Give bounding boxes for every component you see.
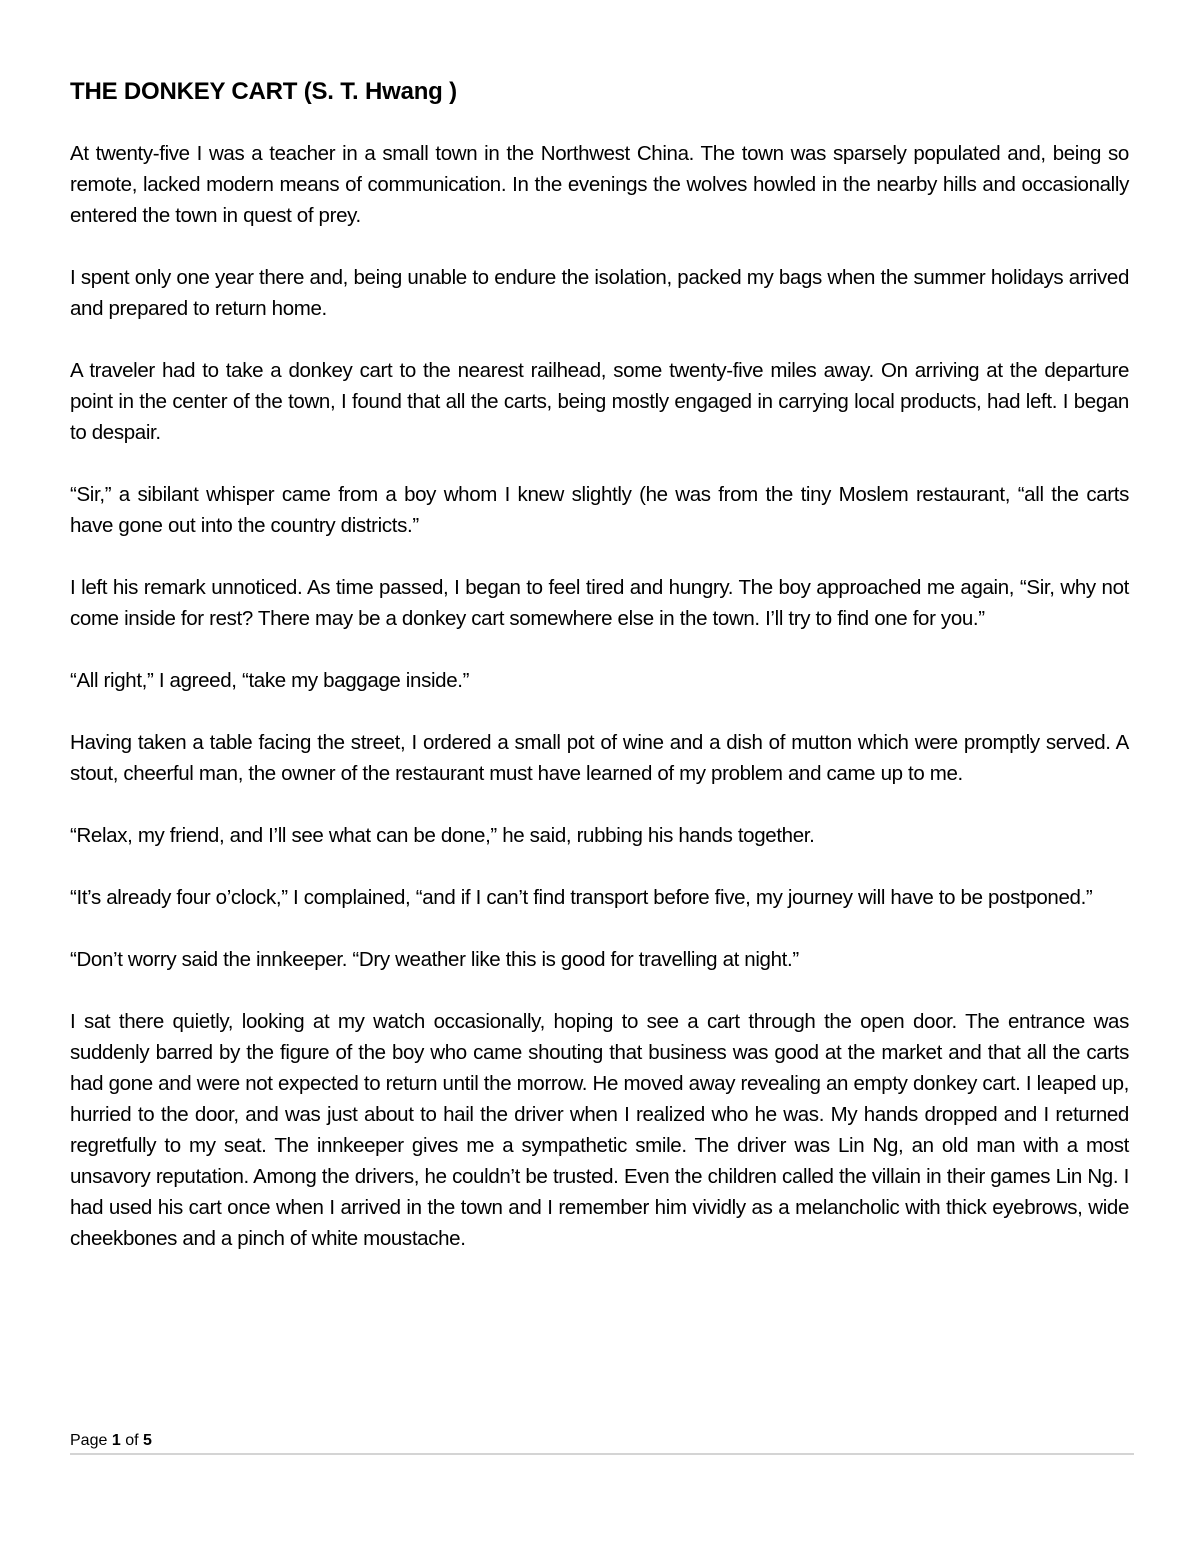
paragraph: I left his remark unnoticed. As time passed, I began to feel tired and hungry. The boy approached me again, “Sir, why not come inside for rest? There may be a donkey cart somewhere else in the town. I’ll try to find one for you.” <box>70 576 1129 630</box>
page-total: 5 <box>142 1432 152 1449</box>
paragraph: “It’s already four o’clock,” I complained, “and if I can’t find transport before five, my journey will have to be postponed.” <box>70 886 1093 909</box>
document-page <box>70 76 1129 1254</box>
paragraph: “Relax, my friend, and I’ll see what can be done,” he said, rubbing his hands together. <box>70 824 815 847</box>
footer-divider <box>70 1453 1134 1455</box>
paragraph: At twenty-five I was a teacher in a small town in the Northwest China. The town was sparsely populated and, being so remote, lacked modern means of communication. In the evenings the wolves howled in the nearby hills and occasionally entered the town in quest of prey. <box>70 142 1129 227</box>
page-footer <box>70 1431 1134 1455</box>
paragraph: I sat there quietly, looking at my watch occasionally, hoping to see a cart through the open door. The entrance was suddenly barred by the figure of the boy who came shouting that business was good at the market and that all the carts had gone and were not expected to return until the morrow. He moved away revealing an empty donkey cart. I leaped up, hurried to the door, and was just about to hail the driver when I realized who he was. My hands dropped and I returned regretfully to my seat. The innkeeper gives me a sympathetic smile. The driver was Lin Ng, an old man with a most unsavory reputation. Among the drivers, he couldn’t be trusted. Even the children called the villain in their games Lin Ng. I had used his cart once when I arrived in the town and I remember him vividly as a melancholic with thick eyebrows, wide cheekbones and a pinch of white moustache. <box>70 1010 1129 1250</box>
paragraph: Having taken a table facing the street, I ordered a small pot of wine and a dish of mutton which were promptly served. A stout, cheerful man, the owner of the restaurant must have learned of my problem and came up to me. <box>70 731 1129 785</box>
paragraph: “All right,” I agreed, “take my baggage inside.” <box>70 669 470 692</box>
page-current: 1 <box>111 1432 121 1449</box>
paragraph: A traveler had to take a donkey cart to the nearest railhead, some twenty-five miles away. On arriving at the departure point in the center of the town, I found that all the carts, being mostly engaged in carrying local products, had left. I began to despair. <box>70 359 1129 444</box>
of-label: of <box>125 1432 139 1449</box>
page-number <box>70 1431 1134 1453</box>
paragraph: “Don’t worry said the innkeeper. “Dry weather like this is good for travelling at night.” <box>70 948 799 971</box>
document-title: THE DONKEY CART (S. T. Hwang ) <box>70 78 457 105</box>
paragraph: I spent only one year there and, being unable to endure the isolation, packed my bags when the summer holidays arrived and prepared to return home. <box>70 266 1129 320</box>
paragraph: “Sir,” a sibilant whisper came from a boy whom I knew slightly (he was from the tiny Moslem restaurant, “all the carts have gone out into the country districts.” <box>70 483 1129 537</box>
page-label: Page <box>70 1432 108 1449</box>
